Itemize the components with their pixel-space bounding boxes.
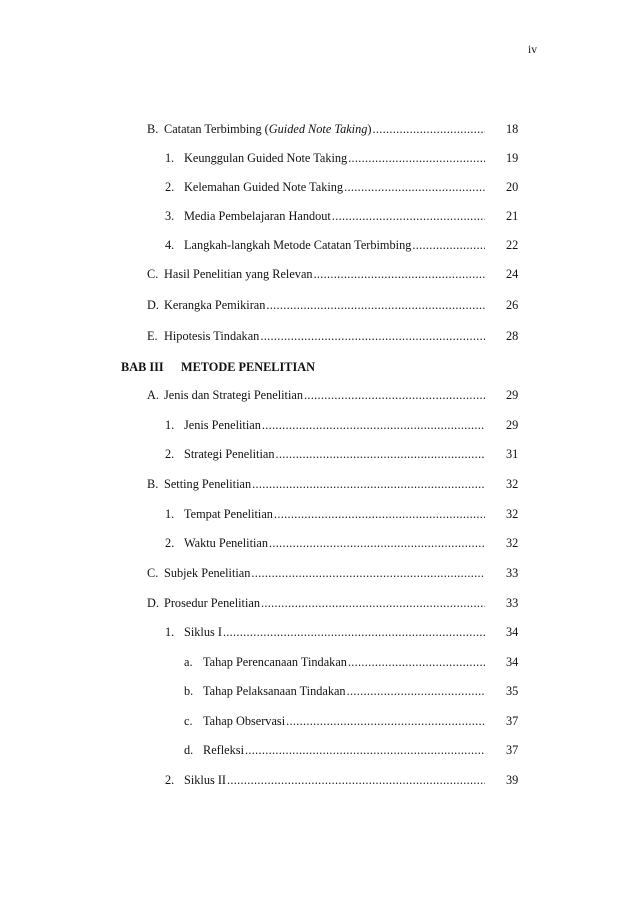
leader-dots — [274, 507, 485, 522]
leader-dots — [251, 566, 485, 581]
toc-entry[interactable] — [147, 298, 519, 314]
toc-entry-page: 34 — [506, 655, 519, 669]
leader-dots — [276, 447, 486, 462]
toc-entry-marker: b. — [184, 684, 194, 698]
toc-entry-label: Jenis Penelitian — [184, 418, 261, 432]
toc-entry-label: Hipotesis Tindakan — [164, 329, 260, 343]
toc-entry-marker: a. — [184, 655, 193, 669]
toc-entry-label: Kelemahan Guided Note Taking — [184, 180, 344, 194]
toc-entry-label: Strategi Penelitian — [184, 447, 275, 461]
toc-entry-marker: 2. — [165, 447, 175, 461]
toc-entry-marker: 2. — [165, 180, 175, 194]
toc-entry-marker: 1. — [165, 418, 175, 432]
toc-entry-marker: 2. — [165, 536, 175, 550]
leader-dots — [314, 267, 485, 282]
toc-entry-page: 20 — [506, 180, 519, 194]
toc-entry[interactable] — [165, 625, 519, 641]
toc-entry[interactable] — [165, 151, 519, 167]
leader-dots — [266, 298, 485, 313]
toc-entry-marker: B. — [147, 122, 159, 136]
toc-entry-page: 19 — [506, 151, 519, 165]
toc-entry-page: 32 — [506, 507, 519, 521]
leader-dots — [344, 180, 485, 195]
toc-entry[interactable] — [165, 180, 519, 196]
toc-entry-page: 29 — [506, 418, 519, 432]
leader-dots — [347, 684, 485, 699]
toc-entry-label: Kerangka Pemikiran — [164, 298, 266, 312]
toc-entry[interactable] — [147, 329, 519, 345]
leader-dots — [332, 209, 485, 224]
toc-entry-marker: d. — [184, 743, 194, 757]
toc-entry-page: 32 — [506, 536, 519, 550]
toc-entry[interactable] — [165, 209, 519, 225]
toc-entry[interactable] — [184, 655, 519, 671]
toc-entry-marker: 1. — [165, 151, 175, 165]
leader-dots — [412, 238, 485, 253]
leader-dots — [223, 625, 485, 640]
toc-entry[interactable] — [184, 714, 519, 730]
toc-entry[interactable] — [147, 477, 519, 493]
chapter-heading[interactable] — [121, 360, 315, 375]
toc-entry[interactable] — [165, 536, 519, 552]
toc-entry-marker: 3. — [165, 209, 175, 223]
toc-entry[interactable] — [165, 238, 519, 254]
toc-entry-label: Siklus II — [184, 773, 227, 787]
toc-entry-label: Tahap Perencanaan Tindakan — [203, 655, 347, 669]
leader-dots — [304, 388, 485, 403]
toc-entry-label: Hasil Penelitian yang Relevan — [164, 267, 313, 281]
toc-entry-marker: c. — [184, 714, 193, 728]
toc-entry-marker: 1. — [165, 507, 175, 521]
leader-dots — [348, 655, 485, 670]
toc-entry-label: Tahap Pelaksanaan Tindakan — [203, 684, 346, 698]
page-number: iv — [528, 44, 537, 56]
toc-entry[interactable] — [165, 447, 519, 463]
chapter-number: BAB III — [121, 360, 164, 374]
toc-entry-page: 26 — [506, 298, 519, 312]
toc-entry-marker: C. — [147, 566, 159, 580]
leader-dots — [252, 477, 485, 492]
toc-entry[interactable] — [147, 566, 519, 582]
leader-dots — [227, 773, 485, 788]
leader-dots — [286, 714, 485, 729]
toc-entry-marker: 2. — [165, 773, 175, 787]
toc-entry-label: Media Pembelajaran Handout — [184, 209, 331, 223]
leader-dots — [269, 536, 485, 551]
toc-entry-label: Prosedur Penelitian — [164, 596, 260, 610]
toc-entry-page: 34 — [506, 625, 519, 639]
toc-entry[interactable] — [147, 267, 519, 283]
toc-entry-marker: D. — [147, 596, 159, 610]
toc-entry-marker: D. — [147, 298, 159, 312]
toc-entry-marker: B. — [147, 477, 159, 491]
chapter-title: METODE PENELITIAN — [181, 360, 316, 374]
toc-entry-label: Catatan Terbimbing (Guided Note Taking) — [164, 122, 372, 136]
toc-entry-page: 35 — [506, 684, 519, 698]
toc-entry[interactable] — [165, 773, 519, 789]
toc-entry[interactable] — [147, 388, 519, 404]
leader-dots — [262, 418, 485, 433]
toc-entry-label: Tahap Observasi — [203, 714, 286, 728]
toc-entry[interactable] — [184, 743, 519, 759]
toc-entry-page: 21 — [506, 209, 519, 223]
leader-dots — [348, 151, 485, 166]
toc-entry-page: 37 — [506, 743, 519, 757]
toc-entry-marker: 4. — [165, 238, 175, 252]
leader-dots — [261, 596, 485, 611]
toc-entry-marker: A. — [147, 388, 159, 402]
toc-entry-page: 31 — [506, 447, 519, 461]
toc-entry-page: 18 — [506, 122, 519, 136]
toc-entry-page: 33 — [506, 566, 519, 580]
toc-entry-page: 24 — [506, 267, 519, 281]
toc-entry-marker: E. — [147, 329, 158, 343]
toc-entry[interactable] — [184, 684, 519, 700]
toc-entry[interactable] — [165, 418, 519, 434]
toc-entry-page: 33 — [506, 596, 519, 610]
leader-dots — [373, 122, 486, 137]
toc-entry-label: Waktu Penelitian — [184, 536, 269, 550]
toc-entry-page: 28 — [506, 329, 519, 343]
toc-entry-label: Refleksi — [203, 743, 244, 757]
toc-entry[interactable] — [165, 507, 519, 523]
toc-entry[interactable] — [147, 122, 519, 138]
toc-entry-label: Keunggulan Guided Note Taking — [184, 151, 348, 165]
toc-entry-page: 37 — [506, 714, 519, 728]
toc-entry-label: Langkah-langkah Metode Catatan Terbimbing — [184, 238, 412, 252]
toc-entry-label: Subjek Penelitian — [164, 566, 251, 580]
toc-entry-label: Tempat Penelitian — [184, 507, 273, 521]
toc-entry-page: 29 — [506, 388, 519, 402]
toc-entry-page: 39 — [506, 773, 519, 787]
toc-entry-page: 32 — [506, 477, 519, 491]
toc-entry-marker: C. — [147, 267, 159, 281]
toc-entry-label: Jenis dan Strategi Penelitian — [164, 388, 303, 402]
leader-dots — [260, 329, 485, 344]
toc-entry[interactable] — [147, 596, 519, 612]
leader-dots — [245, 743, 485, 758]
toc-entry-label: Setting Penelitian — [164, 477, 252, 491]
toc-entry-marker: 1. — [165, 625, 175, 639]
toc-entry-label: Siklus I — [184, 625, 222, 639]
toc-entry-page: 22 — [506, 238, 519, 252]
